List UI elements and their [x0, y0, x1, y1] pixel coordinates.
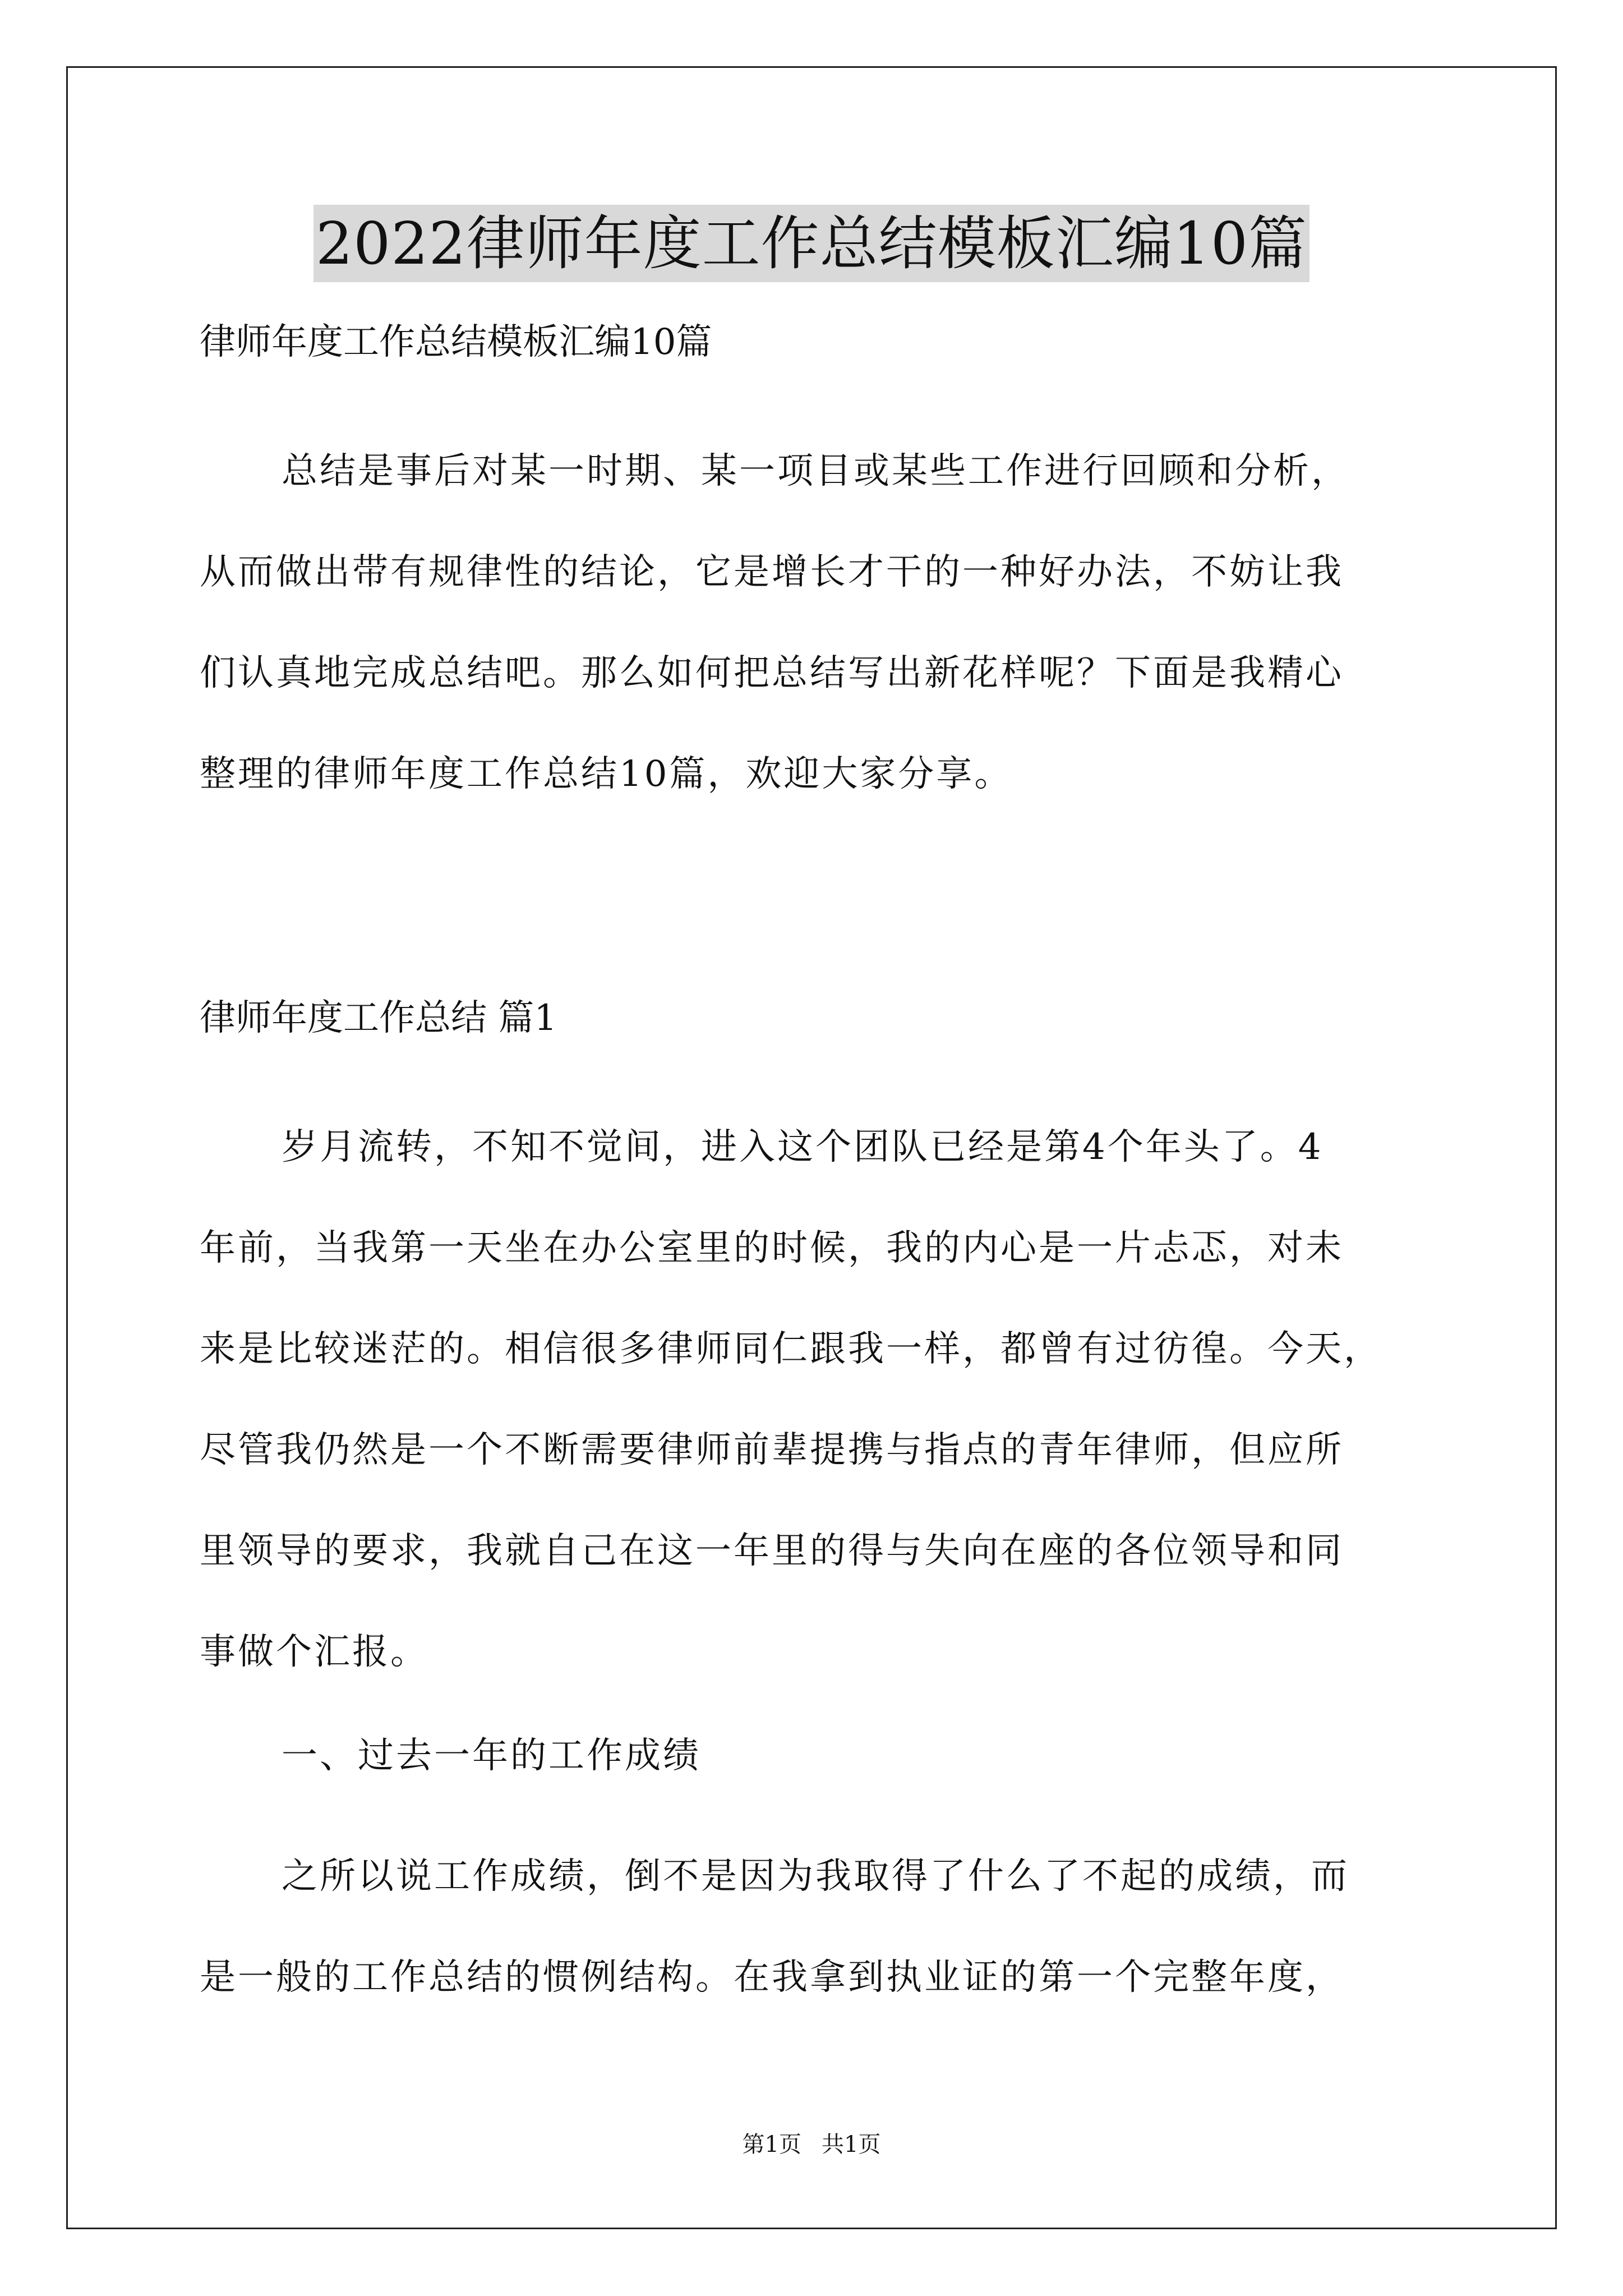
- section1-line: 里领导的要求，我就自己在这一年里的得与失向在座的各位领导和同: [200, 1530, 1344, 1572]
- section1-p2-line: 是一般的工作总结的惯例结构。在我拿到执业证的第一个完整年度，: [200, 1957, 1344, 1998]
- intro-line: 总结是事后对某一时期、某一项目或某些工作进行回顾和分析，: [282, 450, 1349, 492]
- section1-line: 年前，当我第一天坐在办公室里的时候，我的内心是一片忐忑，对未: [200, 1227, 1344, 1269]
- intro-line: 们认真地完成总结吧。那么如何把总结写出新花样呢？下面是我精心: [200, 652, 1344, 694]
- section1-p2-line: 之所以说工作成绩，倒不是因为我取得了什么了不起的成绩，而: [282, 1856, 1349, 1897]
- section1-line: 来是比较迷茫的。相信很多律师同仁跟我一样，都曾有过彷徨。今天，: [200, 1328, 1382, 1370]
- intro-line: 从而做出带有规律性的结论，它是增长才干的一种好办法，不妨让我: [200, 551, 1344, 593]
- page-total: 共1页: [822, 2132, 881, 2157]
- section1-line: 事做个汇报。: [200, 1631, 428, 1673]
- intro-line: 整理的律师年度工作总结10篇，欢迎大家分享。: [200, 753, 1013, 795]
- page-footer: [0, 2129, 1623, 2160]
- document-title: 2022律师年度工作总结模板汇编10篇: [313, 205, 1310, 282]
- section1-line: 岁月流转，不知不觉间，进入这个团队已经是第4个年头了。4: [282, 1126, 1324, 1168]
- title-wrap: [0, 205, 1623, 282]
- section1-line: 尽管我仍然是一个不断需要律师前辈提携与指点的青年律师，但应所: [200, 1429, 1344, 1471]
- section-heading: 律师年度工作总结 篇1: [200, 997, 557, 1039]
- document-subtitle: 律师年度工作总结模板汇编10篇: [200, 321, 712, 363]
- page-number: 第1页: [742, 2132, 801, 2157]
- subheading: 一、过去一年的工作成绩: [282, 1735, 701, 1777]
